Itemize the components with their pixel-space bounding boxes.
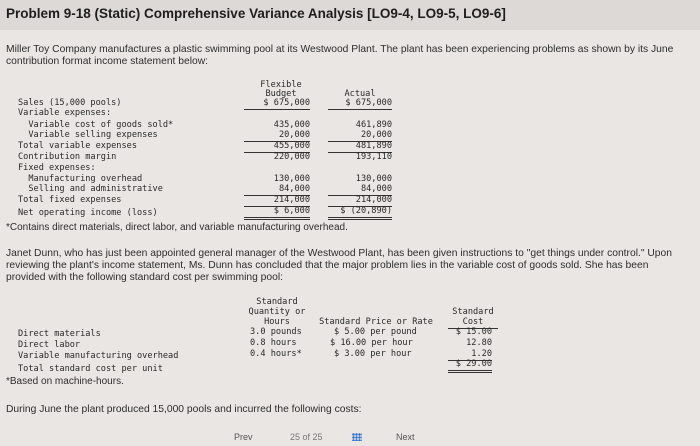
row-label: Variable cost of goods sold* — [18, 120, 174, 130]
flexible-value: $ 675,000 — [244, 98, 310, 110]
cost-row-qty: 0.4 hours* — [250, 349, 302, 359]
middle-paragraph: Janet Dunn, who has just been appointed general manager of the Westwood Plant, has been given instructions to "get things under control." Upon reviewing the plant's income statement, Ms. Dunn has concluded that the major problem lies in the variable cost of goods sold. She has been provided with the following standard cost per swimming pool: — [6, 248, 672, 283]
actual-value: 20,000 — [328, 130, 392, 142]
actual-value: 214,000 — [328, 195, 392, 207]
standard-footnote: *Based on machine-hours. — [6, 376, 124, 387]
actual-value: 130,000 — [355, 174, 392, 184]
cost-row-cost: 1.20 — [448, 349, 492, 361]
total-cost-value: $ 29.00 — [448, 359, 492, 373]
row-label: Net operating income (loss) — [18, 208, 158, 218]
row-label: Total fixed expenses — [18, 195, 122, 205]
row-label: Fixed expenses: — [18, 163, 96, 173]
cost-row-price: $ 5.00 per pound — [334, 327, 417, 337]
actual-value: 193,110 — [355, 152, 392, 162]
actual-value: $ 675,000 — [328, 98, 392, 110]
flexible-value: 455,000 — [244, 141, 310, 153]
row-label: Sales (15,000 pools) — [18, 98, 122, 108]
flexible-value: 220,000 — [273, 152, 310, 162]
intro-paragraph: Miller Toy Company manufactures a plastic swimming pool at its Westwood Plant. The plant has been experiencing problems as shown by its June contribution format income statement below: — [6, 44, 674, 67]
cost-header-2: Cost — [448, 317, 498, 329]
qty-header-2: Quantity or — [248, 307, 306, 317]
pagination — [220, 432, 480, 446]
actual-value: 84,000 — [328, 184, 392, 196]
flexible-value: $ 6,000 — [244, 206, 310, 220]
row-label: Contribution margin — [18, 152, 117, 162]
cost-row-cost: $ 15.00 — [455, 327, 492, 337]
actual-value: 461,890 — [355, 120, 392, 130]
flexible-header-2: Budget — [265, 89, 297, 99]
june-paragraph: During June the plant produced 15,000 pools and incurred the following costs: — [6, 404, 362, 415]
flexible-header-1: Flexible — [260, 80, 302, 90]
cost-row-qty: 3.0 pounds — [250, 327, 302, 337]
row-label: Manufacturing overhead — [18, 174, 143, 184]
cost-row-label: Variable manufacturing overhead — [18, 351, 179, 361]
problem-title: Problem 9-18 (Static) Comprehensive Variance Analysis [LO9-4, LO9-5, LO9-6] — [6, 6, 506, 21]
row-label: Variable expenses: — [18, 108, 112, 118]
cost-row-label: Direct materials — [18, 329, 101, 339]
cost-row-label: Direct labor — [18, 340, 81, 350]
prev-button[interactable]: Prev — [234, 432, 253, 442]
cost-row-price: $ 3.00 per hour — [334, 349, 412, 359]
cost-row-qty: 0.8 hours — [250, 338, 297, 348]
actual-value: $ (20,890) — [328, 206, 392, 220]
grid-icon[interactable] — [352, 433, 362, 441]
income-footnote: *Contains direct materials, direct labor, and variable manufacturing overhead. — [6, 222, 348, 233]
flexible-value: 214,000 — [244, 195, 310, 207]
actual-header: Actual — [344, 89, 376, 99]
cost-header-1: Standard — [452, 307, 494, 317]
actual-value: 481,890 — [328, 141, 392, 153]
page-indicator: 25 of 25 — [290, 432, 323, 442]
cost-row-cost: 12.80 — [466, 338, 492, 348]
row-label: Variable selling expenses — [18, 130, 158, 140]
total-cost-label: Total standard cost per unit — [18, 364, 163, 374]
qty-header-1: Standard — [256, 297, 298, 307]
flexible-value: 435,000 — [273, 120, 310, 130]
cost-row-price: $ 16.00 per hour — [330, 338, 413, 348]
flexible-value: 84,000 — [244, 184, 310, 196]
qty-header-3: Hours — [264, 317, 290, 327]
flexible-value: 20,000 — [244, 130, 310, 142]
next-button[interactable]: Next — [396, 432, 415, 442]
row-label: Total variable expenses — [18, 141, 137, 151]
flexible-value: 130,000 — [273, 174, 310, 184]
price-header: Standard Price or Rate — [319, 317, 433, 327]
row-label: Selling and administrative — [18, 184, 163, 194]
